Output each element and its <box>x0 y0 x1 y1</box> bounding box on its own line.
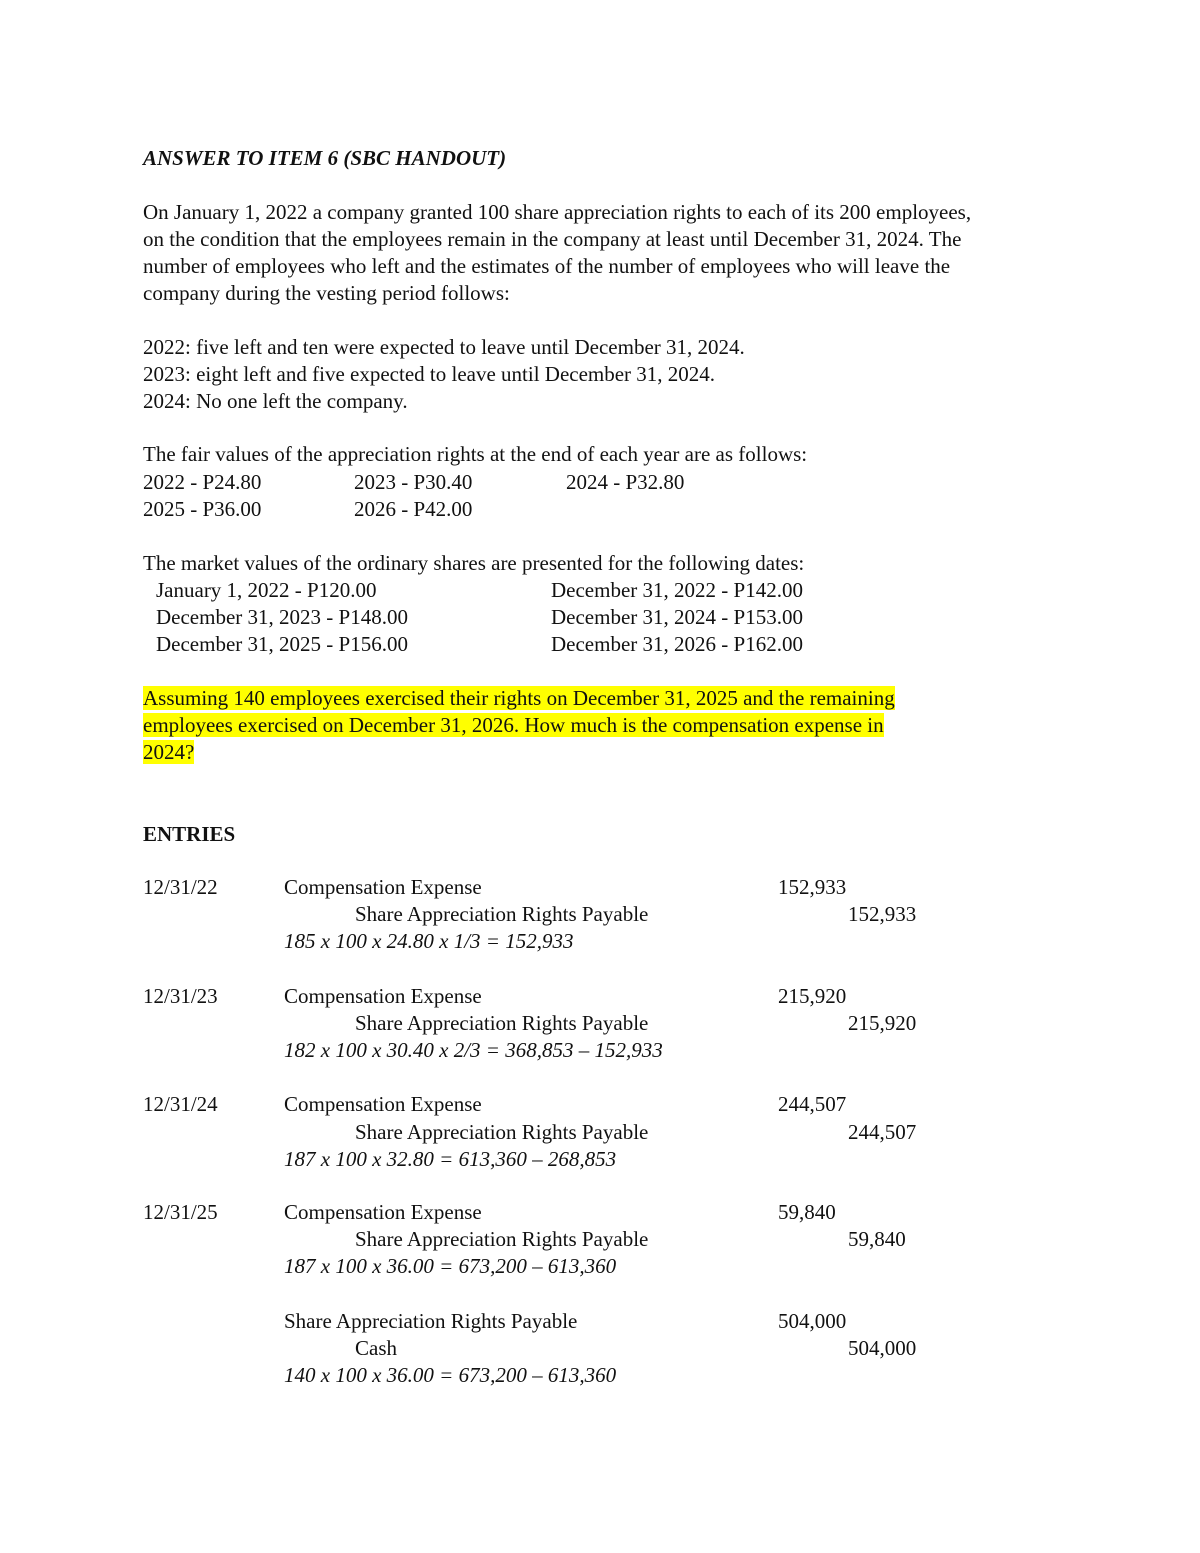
entry-computation: 185 x 100 x 24.80 x 1/3 = 152,933 <box>284 929 574 953</box>
market-value-item: January 1, 2022 - P120.00 <box>156 578 377 602</box>
market-values-heading: The market values of the ordinary shares are presented for the following dates: <box>143 551 805 575</box>
fair-value-item: 2025 - P36.00 <box>143 497 262 521</box>
debit-account: Compensation Expense <box>284 875 482 899</box>
fair-value-item: 2022 - P24.80 <box>143 470 262 494</box>
debit-amount: 244,507 <box>778 1092 847 1116</box>
debit-account: Share Appreciation Rights Payable <box>284 1309 578 1333</box>
intro-line: company during the vesting period follows: <box>143 281 510 305</box>
entries-heading: ENTRIES <box>143 822 236 846</box>
entry-computation: 187 x 100 x 36.00 = 673,200 – 613,360 <box>284 1254 617 1278</box>
entry-computation: 182 x 100 x 30.40 x 2/3 = 368,853 – 152,933 <box>284 1038 663 1062</box>
fair-values-heading: The fair values of the appreciation rights at the end of each year are as follows: <box>143 442 808 466</box>
debit-amount: 215,920 <box>778 984 847 1008</box>
question-line: Assuming 140 employees exercised their rights on December 31, 2025 and the remaining <box>143 686 895 710</box>
entry-date: 12/31/24 <box>143 1092 218 1116</box>
credit-account: Cash <box>355 1336 397 1360</box>
credit-account: Share Appreciation Rights Payable <box>355 1120 649 1144</box>
market-value-item: December 31, 2025 - P156.00 <box>156 632 408 656</box>
debit-amount: 59,840 <box>778 1200 836 1224</box>
entry-date: 12/31/23 <box>143 984 218 1008</box>
intro-line: on the condition that the employees remain in the company at least until December 31, 2024. The <box>143 227 962 251</box>
debit-account: Compensation Expense <box>284 984 482 1008</box>
market-value-item: December 31, 2024 - P153.00 <box>551 605 803 629</box>
credit-amount: 152,933 <box>848 902 917 926</box>
credit-amount: 59,840 <box>848 1227 906 1251</box>
intro-line: number of employees who left and the estimates of the number of employees who will leave the <box>143 254 951 278</box>
yearly-line: 2023: eight left and five expected to leave until December 31, 2024. <box>143 362 716 386</box>
credit-account: Share Appreciation Rights Payable <box>355 1227 649 1251</box>
credit-account: Share Appreciation Rights Payable <box>355 1011 649 1035</box>
market-value-item: December 31, 2026 - P162.00 <box>551 632 803 656</box>
entry-date: 12/31/22 <box>143 875 218 899</box>
credit-amount: 244,507 <box>848 1120 917 1144</box>
credit-account: Share Appreciation Rights Payable <box>355 902 649 926</box>
credit-amount: 215,920 <box>848 1011 917 1035</box>
credit-amount: 504,000 <box>848 1336 917 1360</box>
fair-value-item: 2023 - P30.40 <box>354 470 473 494</box>
entry-computation: 187 x 100 x 32.80 = 613,360 – 268,853 <box>284 1147 617 1171</box>
market-value-item: December 31, 2022 - P142.00 <box>551 578 803 602</box>
yearly-line: 2022: five left and ten were expected to leave until December 31, 2024. <box>143 335 745 359</box>
entry-date: 12/31/25 <box>143 1200 218 1224</box>
debit-amount: 504,000 <box>778 1309 847 1333</box>
question-line: employees exercised on December 31, 2026. How much is the compensation expense in <box>143 713 884 737</box>
entry-computation: 140 x 100 x 36.00 = 673,200 – 613,360 <box>284 1363 617 1387</box>
debit-account: Compensation Expense <box>284 1200 482 1224</box>
yearly-line: 2024: No one left the company. <box>143 389 408 413</box>
document-title: ANSWER TO ITEM 6 (SBC HANDOUT) <box>143 146 507 170</box>
intro-line: On January 1, 2022 a company granted 100 share appreciation rights to each of its 200 employees, <box>143 200 972 224</box>
debit-amount: 152,933 <box>778 875 847 899</box>
debit-account: Compensation Expense <box>284 1092 482 1116</box>
question-line: 2024? <box>143 740 195 764</box>
fair-value-item: 2024 - P32.80 <box>566 470 685 494</box>
market-value-item: December 31, 2023 - P148.00 <box>156 605 408 629</box>
fair-value-item: 2026 - P42.00 <box>354 497 473 521</box>
